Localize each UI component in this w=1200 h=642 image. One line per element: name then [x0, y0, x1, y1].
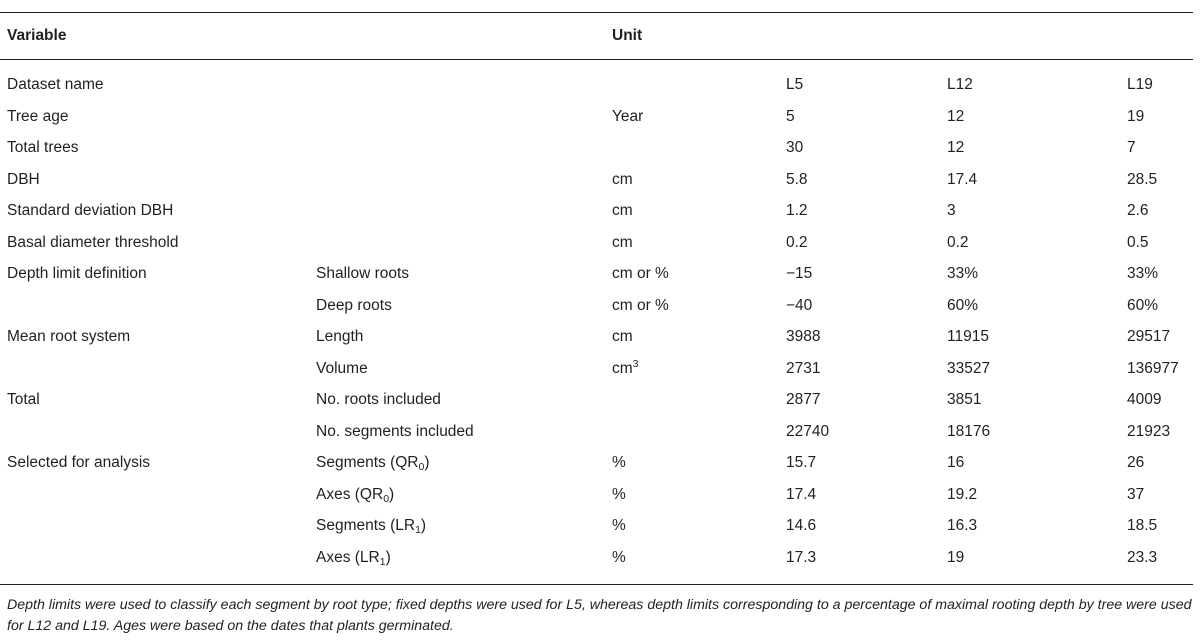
cell-l12: 3: [947, 202, 956, 219]
cell-l12: 60%: [947, 296, 979, 314]
subvariable-tail: ): [385, 548, 391, 566]
cell-l5: 5: [786, 107, 795, 125]
cell-unit: %: [612, 548, 626, 566]
cell-unit: cm: [612, 328, 633, 345]
cell-l12: 12: [947, 107, 965, 125]
cell-l12: 16: [947, 454, 965, 471]
cell-variable: Basal diameter threshold: [7, 233, 179, 251]
header-unit: Unit: [612, 27, 643, 44]
cell-l19: 0.5: [1127, 233, 1149, 251]
table-top-rule: [0, 12, 1193, 13]
cell-l5: −40: [786, 296, 813, 314]
cell-l19: 21923: [1127, 422, 1171, 440]
cell-l19: 4009: [1127, 391, 1162, 408]
cell-unit: cm or %: [612, 265, 669, 282]
cell-subvariable: No. roots included: [316, 391, 441, 408]
cell-l19: 23.3: [1127, 548, 1158, 566]
cell-unit: [612, 359, 639, 379]
cell-l12: 17.4: [947, 170, 978, 188]
cell-l5: 1.2: [786, 202, 808, 219]
subvariable-text: Axes (QR: [316, 485, 384, 503]
cell-variable: Selected for analysis: [7, 454, 151, 471]
cell-l5: 30: [786, 139, 804, 156]
cell-unit: %: [612, 485, 626, 503]
subvariable-subscript: 0: [383, 492, 390, 505]
subvariable-tail: ): [420, 517, 427, 534]
cell-l19: 18.5: [1127, 517, 1158, 534]
cell-l5: L5: [786, 76, 804, 93]
cell-l5: 15.7: [786, 454, 817, 471]
cell-l5: 22740: [786, 422, 830, 440]
table-bottom-rule: [0, 584, 1193, 585]
cell-l19: 2.6: [1127, 202, 1149, 219]
cell-l5: 17.4: [786, 485, 817, 503]
cell-l5: 2877: [786, 391, 821, 408]
cell-unit: cm: [612, 233, 633, 251]
cell-l5: 5.8: [786, 170, 808, 188]
cell-unit: %: [612, 454, 626, 471]
cell-l19: 136977: [1127, 359, 1179, 377]
subvariable-subscript: 1: [379, 555, 386, 568]
cell-l5: 17.3: [786, 548, 817, 566]
subvariable-subscript: 0: [418, 461, 425, 473]
cell-subvariable: Length: [316, 328, 364, 345]
cell-l12: 11915: [947, 328, 989, 345]
cell-unit: Year: [612, 107, 644, 125]
subvariable-text: Segments (QR: [316, 454, 419, 471]
header-variable: Variable: [7, 27, 67, 44]
cell-l12: L12: [947, 76, 973, 93]
cell-l12: 3851: [947, 391, 982, 408]
unit-text: cm: [612, 359, 633, 377]
cell-subvariable: Shallow roots: [316, 265, 410, 282]
cell-variable: Total: [7, 391, 40, 408]
cell-l5: 3988: [786, 328, 821, 345]
cell-l19: 60%: [1127, 296, 1159, 314]
subvariable-text: Segments (LR: [316, 517, 416, 534]
cell-l12: 33527: [947, 359, 991, 377]
cell-variable: DBH: [7, 170, 40, 188]
cell-subvariable: [316, 548, 391, 568]
cell-l5: 0.2: [786, 233, 808, 251]
subvariable-tail: ): [389, 485, 395, 503]
cell-variable: Mean root system: [7, 328, 131, 345]
cell-l19: 37: [1127, 485, 1145, 503]
cell-l19: 7: [1127, 139, 1136, 156]
cell-l19: 19: [1127, 107, 1145, 125]
cell-l19: 28.5: [1127, 170, 1158, 188]
subvariable-subscript: 1: [415, 524, 421, 536]
cell-variable: Standard deviation DBH: [7, 202, 174, 219]
cell-l12: 19.2: [947, 485, 978, 503]
cell-l19: 33%: [1127, 265, 1159, 282]
cell-l5: −15: [786, 265, 813, 282]
cell-unit: cm or %: [612, 296, 669, 314]
cell-unit: cm: [612, 202, 633, 219]
cell-l5: 2731: [786, 359, 821, 377]
unit-superscript: 3: [632, 357, 639, 370]
cell-variable: Total trees: [7, 139, 79, 156]
cell-l19: 29517: [1127, 328, 1171, 345]
table-footnote: Depth limits were used to classify each segment by root type; fixed depths were used for L5, whereas depth limits corresponding to a percentage of maximal rooting depth by tree were used for L12 and L19. Ages were based on the dates that plants germinated.: [7, 597, 1192, 634]
cell-variable: Dataset name: [7, 76, 104, 93]
cell-l12: 16.3: [947, 517, 978, 534]
cell-variable: Depth limit definition: [7, 265, 147, 282]
table-header-rule: [0, 59, 1193, 60]
cell-subvariable: No. segments included: [316, 422, 474, 440]
cell-variable: Tree age: [7, 107, 69, 125]
cell-subvariable: Deep roots: [316, 296, 392, 314]
cell-l19: 26: [1127, 454, 1145, 471]
cell-l12: 0.2: [947, 233, 969, 251]
cell-l12: 19: [947, 548, 965, 566]
subvariable-tail: ): [424, 454, 430, 471]
cell-l5: 14.6: [786, 517, 817, 534]
subvariable-text: Axes (LR: [316, 548, 380, 566]
cell-l12: 33%: [947, 265, 979, 282]
cell-unit: %: [612, 517, 626, 534]
cell-unit: cm: [612, 170, 633, 188]
cell-subvariable: [316, 453, 430, 473]
cell-subvariable: [316, 516, 426, 536]
cell-l12: 18176: [947, 422, 991, 440]
cell-l12: 12: [947, 139, 965, 156]
cell-subvariable: Volume: [316, 359, 368, 377]
cell-l19: L19: [1127, 76, 1153, 93]
cell-subvariable: [316, 485, 394, 505]
